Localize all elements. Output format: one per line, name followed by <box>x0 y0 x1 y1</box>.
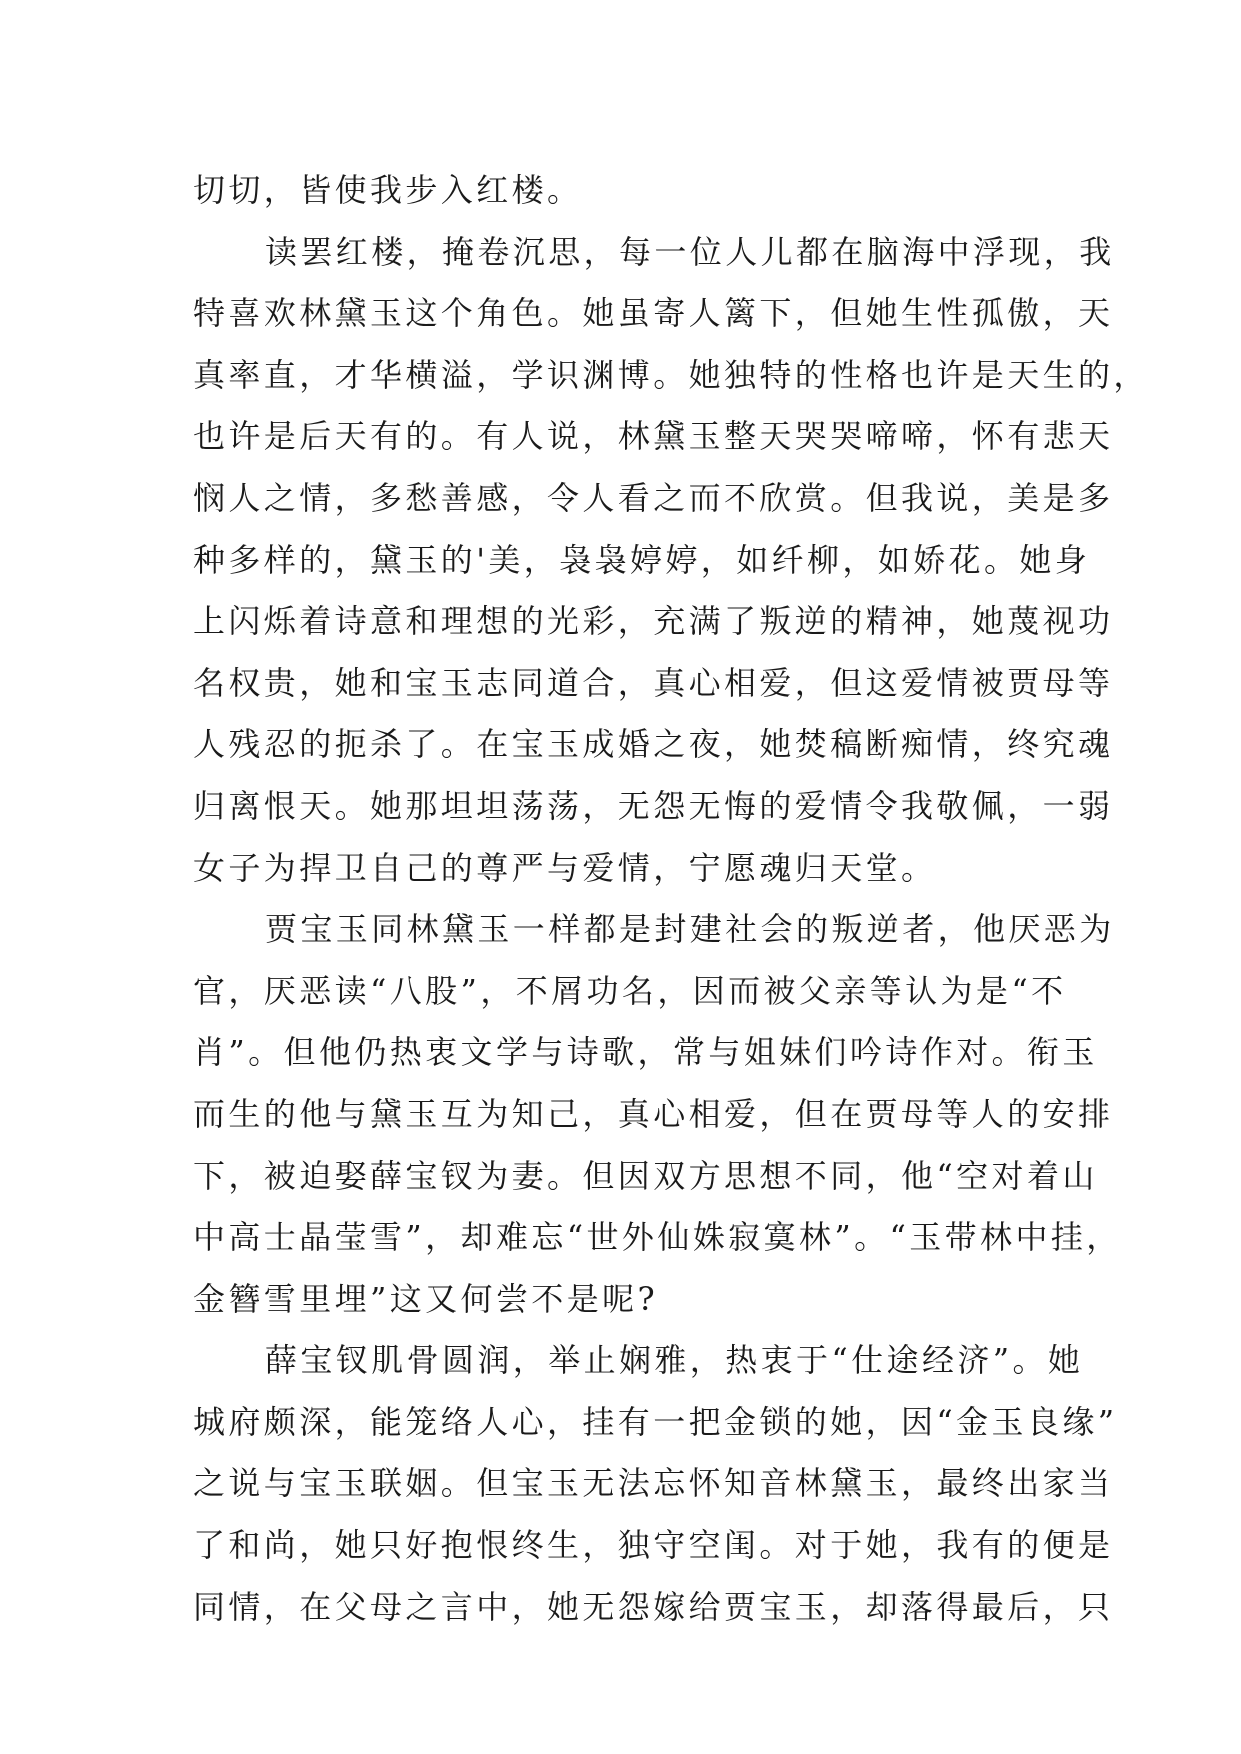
paragraph-jia-baoyu <box>193 899 1122 1330</box>
text-line: 切切，皆使我步入红楼。 <box>193 171 583 209</box>
text-line: 归离恨天。她那坦坦荡荡，无怨无悔的爱情令我敬佩，一弱 <box>193 786 1114 825</box>
text-line: 特喜欢林黛玉这个角色。她虽寄人篱下，但她生性孤傲，天 <box>193 294 1114 333</box>
text-line: 真率直，才华横溢，学识渊博。她独特的性格也许是天生的， <box>193 355 1149 394</box>
text-line: 中高士晶莹雪”，却难忘“世外仙姝寂寞林”。“玉带林中挂， <box>193 1218 1122 1257</box>
paragraph-continuation <box>193 160 1053 222</box>
text-line: 贾宝玉同林黛玉一样都是封建社会的叛逆者，他厌恶为 <box>265 910 1115 949</box>
text-line: 之说与宝玉联姻。但宝玉无法忘怀知音林黛玉，最终出家当 <box>193 1464 1114 1503</box>
text-line: 名权贵，她和宝玉志同道合，真心相爱，但这爱情被贾母等 <box>193 663 1114 702</box>
text-line: 肖”。但他仍热衷文学与诗歌，常与姐妹们吟诗作对。衔玉 <box>193 1033 1098 1072</box>
text-line: 金簪雪里埋”这又何尝不是呢? <box>193 1279 659 1318</box>
text-line: 人残忍的扼杀了。在宝玉成婚之夜，她焚稿断痴情，终究魂 <box>193 725 1114 764</box>
text-line: 城府颇深，能笼络人心，挂有一把金锁的她，因“金玉良缘” <box>193 1402 1118 1441</box>
document-body <box>193 160 1149 1638</box>
text-line: 官，厌恶读“八股”，不屑功名，因而被父亲等认为是“不 <box>193 971 1067 1010</box>
text-line: 悯人之情，多愁善感，令人看之而不欣赏。但我说，美是多 <box>193 478 1114 517</box>
paragraph-xue-baochai <box>193 1330 1118 1638</box>
text-line: 种多样的，黛玉的'美，袅袅婷婷，如纤柳，如娇花。她身 <box>193 540 1091 579</box>
text-line: 女子为捍卫自己的尊严与爱情，宁愿魂归天堂。 <box>193 848 937 887</box>
text-line: 读罢红楼，掩卷沉思，每一位人儿都在脑海中浮现，我 <box>265 232 1115 271</box>
text-line: 薛宝钗肌骨圆润，举止娴雅，热衷于“仕途经济”。她 <box>265 1341 1084 1380</box>
text-line: 下，被迫娶薛宝钗为妻。但因双方思想不同，他“空对着山 <box>193 1156 1098 1195</box>
text-line: 了和尚，她只好抱恨终生，独守空闺。对于她，我有的便是 <box>193 1526 1114 1565</box>
text-line: 上闪烁着诗意和理想的光彩，充满了叛逆的精神，她蔑视功 <box>193 602 1114 641</box>
text-line: 也许是后天有的。有人说，林黛玉整天哭哭啼啼，怀有悲天 <box>193 417 1114 456</box>
text-line: 而生的他与黛玉互为知己，真心相爱，但在贾母等人的安排 <box>193 1094 1114 1133</box>
text-line: 同情，在父母之言中，她无怨嫁给贾宝玉，却落得最后，只 <box>193 1587 1114 1626</box>
paragraph-lin-daiyu <box>193 222 1149 900</box>
